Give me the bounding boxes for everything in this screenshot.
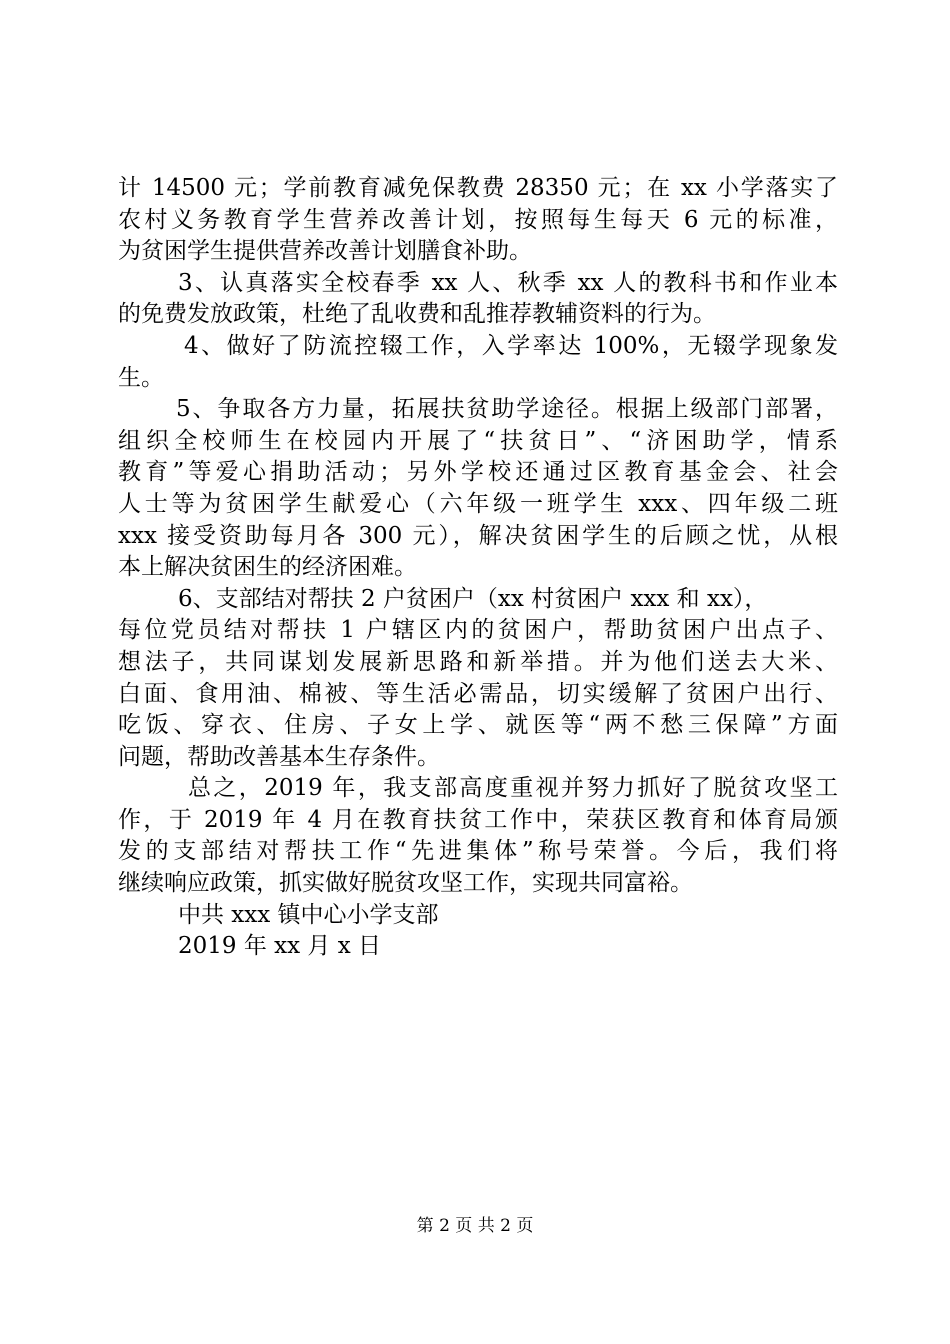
- text-line: 想法子，共同谋划发展新思路和新举措。并为他们送去大米、: [118, 648, 838, 675]
- text-line: 本上解决贫困生的经济困难。: [118, 554, 417, 581]
- text-line: 为贫困学生提供营养改善计划膳食补助。: [118, 238, 532, 265]
- paragraph-4-start: 4、做好了防流控辍工作，入学率达 100%，无辍学现象发: [184, 332, 838, 359]
- paragraph-6-start: 6、支部结对帮扶 2 户贫困户（xx 村贫困户 xxx 和 xx），: [178, 585, 768, 612]
- text-line: 吃饭、穿衣、住房、子女上学、就医等“两不愁三保障”方面: [118, 712, 838, 739]
- paragraph-3-start: 3、认真落实全校春季 xx 人、秋季 xx 人的教科书和作业本: [178, 269, 838, 296]
- signature-organization: 中共 xxx 镇中心小学支部: [178, 901, 439, 928]
- document-body: [118, 173, 838, 963]
- text-line: 教育”等爱心捐助活动；另外学校还通过区教育基金会、社会: [118, 459, 838, 486]
- text-line: 组织全校师生在校园内开展了“扶贫日”、“济困助学，情系: [118, 427, 838, 454]
- signature-date: 2019 年 xx 月 x 日: [178, 933, 382, 960]
- text-line: 发的支部结对帮扶工作“先进集体”称号荣誉。今后，我们将: [118, 838, 838, 865]
- text-line: 人士等为贫困学生献爱心（六年级一班学生 xxx、四年级二班: [118, 490, 838, 517]
- text-line: 的免费发放政策，杜绝了乱收费和乱推荐教辅资料的行为。: [118, 301, 716, 328]
- text-line: 每位党员结对帮扶 1 户辖区内的贫困户，帮助贫困户出点子、: [118, 617, 838, 644]
- text-line: xxx 接受资助每月各 300 元），解决贫困学生的后顾之忧，从根: [118, 522, 838, 549]
- text-line: 生。: [118, 364, 164, 391]
- text-line: 继续响应政策，抓实做好脱贫攻坚工作，实现共同富裕。: [118, 870, 693, 897]
- text-line: 作，于 2019 年 4 月在教育扶贫工作中，荣获区教育和体育局颁: [118, 806, 838, 833]
- paragraph-5-start: 5、争取各方力量，拓展扶贫助学途径。根据上级部门部署，: [176, 396, 838, 423]
- text-line: 农村义务教育学生营养改善计划，按照每生每天 6 元的标准，: [118, 206, 838, 233]
- summary-paragraph-start: 总之，2019 年，我支部高度重视并努力抓好了脱贫攻坚工: [188, 775, 838, 802]
- page-number-footer: 第 2 页 共 2 页: [416, 1216, 534, 1236]
- text-line: 计 14500 元；学前教育减免保教费 28350 元；在 xx 小学落实了: [118, 175, 838, 201]
- text-line: 白面、食用油、棉被、等生活必需品，切实缓解了贫困户出行、: [118, 680, 838, 707]
- text-line: 问题，帮助改善基本生存条件。: [118, 743, 440, 770]
